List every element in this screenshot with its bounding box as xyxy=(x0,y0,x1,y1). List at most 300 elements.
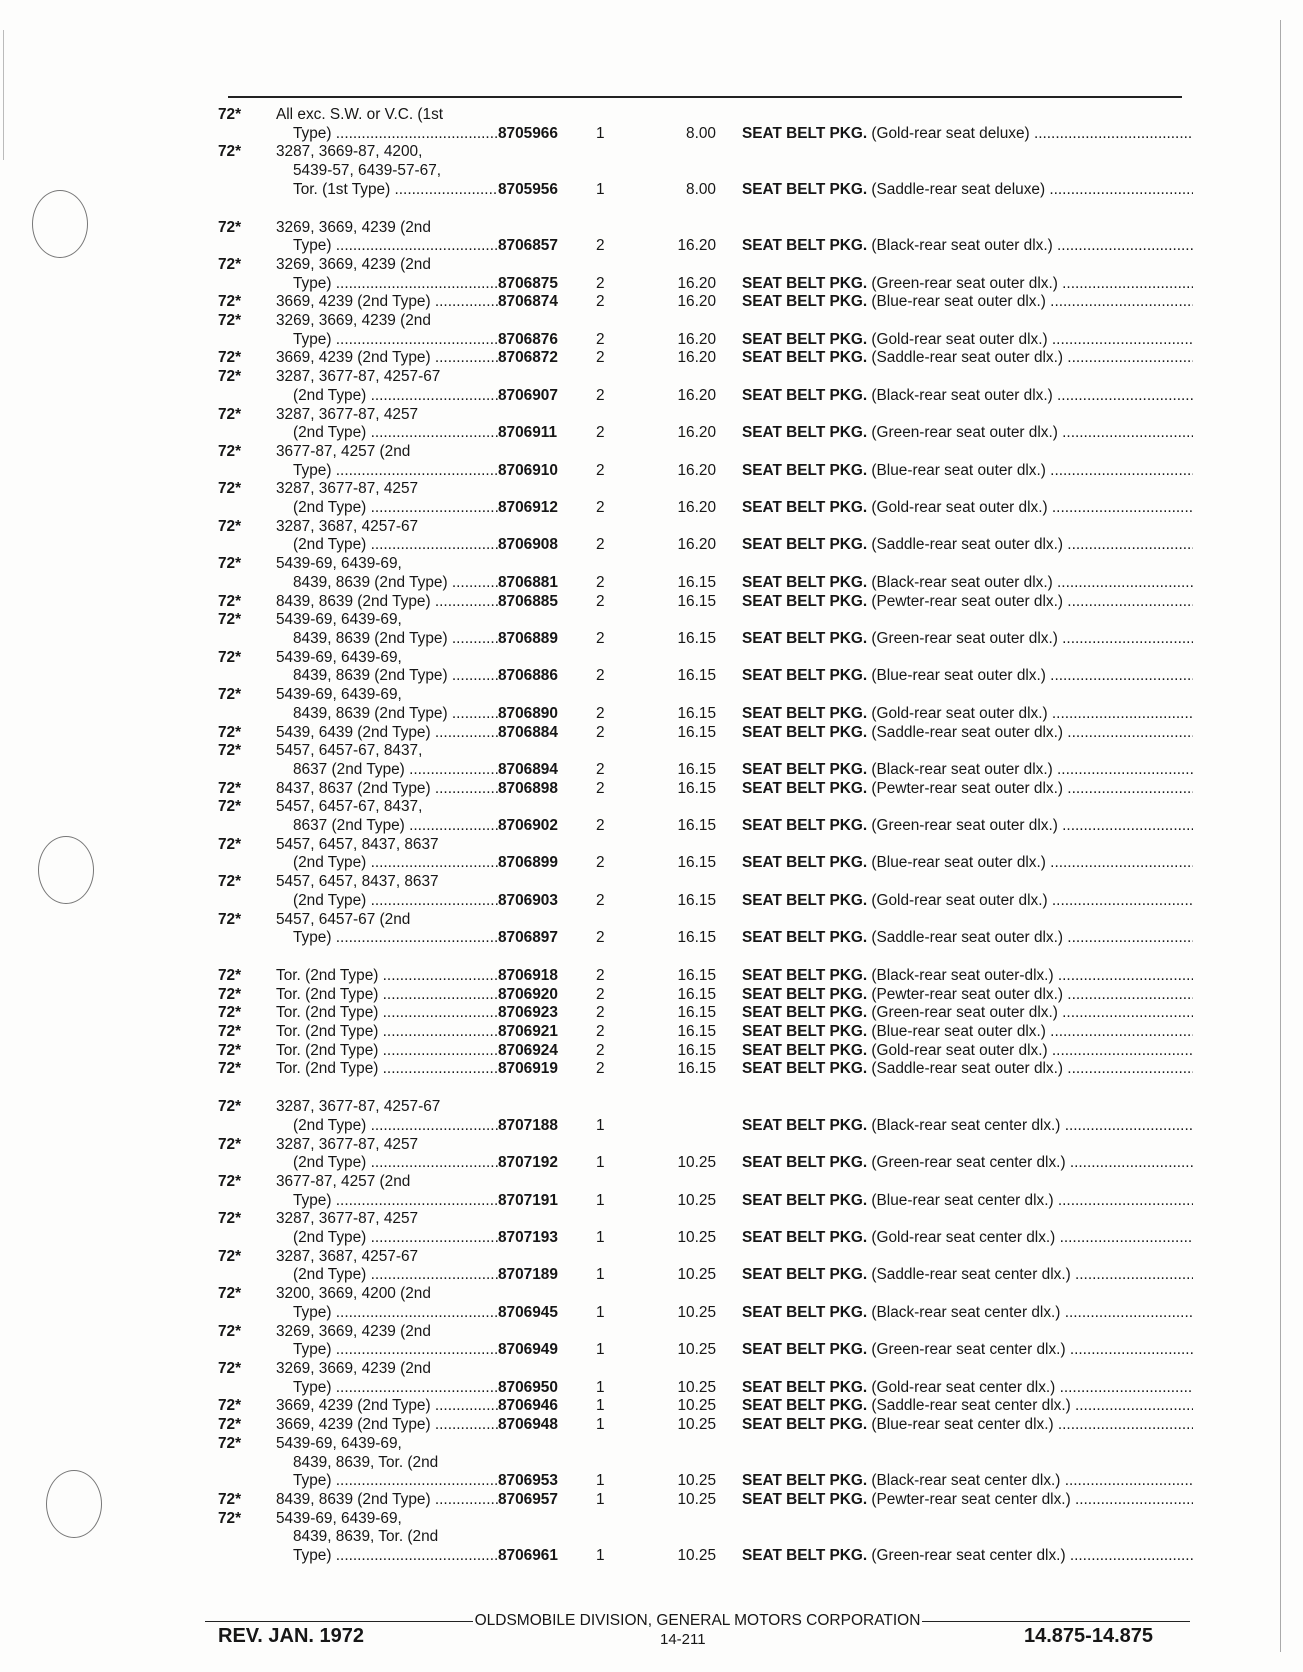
list-price: 16.15 xyxy=(677,573,716,591)
part-description: (Saddle-rear seat outer dlx.) ..... xyxy=(871,349,1193,366)
page-number: 14-211 xyxy=(660,1631,706,1648)
part-name: SEAT BELT PKG. xyxy=(742,1041,868,1059)
applicability-line: Tor. (2nd Type) ..... xyxy=(276,1023,498,1042)
model-applicability xyxy=(276,873,498,910)
quantity: 2 xyxy=(596,1004,605,1022)
model-year: 72* xyxy=(218,648,242,666)
applicability-line: Type) ..... xyxy=(276,1341,498,1360)
quantity: 1 xyxy=(596,1547,605,1565)
model-applicability xyxy=(276,724,498,743)
applicability-line: 5457, 6457-67, 8437, xyxy=(276,798,423,816)
catalog-entry xyxy=(218,1491,1193,1510)
applicability-line: 3677-87, 4257 (2nd xyxy=(276,442,411,460)
part-description: (Saddle-rear seat center dlx.) ..... xyxy=(871,1397,1193,1414)
list-price: 16.20 xyxy=(677,274,716,292)
list-price: 16.20 xyxy=(677,293,716,311)
applicability-line: 5457, 6457, 8437, 8637 xyxy=(276,835,439,853)
part-description: (Black-rear seat outer dlx.) ..... xyxy=(871,761,1193,778)
model-year: 72* xyxy=(218,1416,242,1434)
list-price: 10.25 xyxy=(677,1303,716,1321)
applicability-line: Tor. (2nd Type) ..... xyxy=(276,1004,498,1023)
applicability-line: 5457, 6457-67, 8437, xyxy=(276,742,423,760)
catalog-entry xyxy=(218,1060,1193,1079)
catalog-entry xyxy=(218,256,1193,293)
part-name: SEAT BELT PKG. xyxy=(742,704,868,722)
catalog-entry xyxy=(218,349,1193,368)
model-year: 72* xyxy=(218,798,242,816)
part-description: (Gold-rear seat outer dlx.) ..... xyxy=(871,331,1193,348)
part-number: 8706874 xyxy=(498,293,558,311)
model-applicability xyxy=(276,1248,498,1285)
part-name: SEAT BELT PKG. xyxy=(742,1191,868,1209)
catalog-entry xyxy=(218,873,1193,910)
model-applicability xyxy=(276,1510,498,1566)
applicability-line: 3269, 3669, 4239 (2nd xyxy=(276,255,431,273)
model-year: 72* xyxy=(218,1247,242,1265)
part-description: (Saddle-rear seat center dlx.) ..... xyxy=(871,1266,1193,1283)
applicability-line: 8437, 8637 (2nd Type) ..... xyxy=(276,780,498,799)
applicability-line: 5439-57, 6439-57-67, xyxy=(293,162,442,180)
part-number: 8706961 xyxy=(498,1547,558,1565)
catalog-entry xyxy=(218,312,1193,349)
model-applicability xyxy=(276,293,498,312)
model-year: 72* xyxy=(218,873,242,891)
model-year: 72* xyxy=(218,742,242,760)
part-number: 8706881 xyxy=(498,573,558,591)
catalog-entry xyxy=(218,219,1193,256)
catalog-entry xyxy=(218,593,1193,612)
model-year: 72* xyxy=(218,368,242,386)
part-number: 8706919 xyxy=(498,1060,558,1078)
part-number: 8706908 xyxy=(498,536,558,554)
catalog-entry xyxy=(218,1042,1193,1061)
quantity: 2 xyxy=(596,536,605,554)
list-price: 16.20 xyxy=(677,330,716,348)
applicability-line: 5457, 6457, 8437, 8637 xyxy=(276,873,439,891)
part-description: (Black-rear seat outer-dlx.) ..... xyxy=(871,967,1193,984)
catalog-entry xyxy=(218,724,1193,743)
model-applicability xyxy=(276,368,498,405)
part-name: SEAT BELT PKG. xyxy=(742,237,868,255)
model-applicability xyxy=(276,555,498,592)
model-applicability xyxy=(276,1042,498,1061)
model-applicability xyxy=(276,256,498,293)
applicability-line: 3669, 4239 (2nd Type) ..... xyxy=(276,293,498,312)
part-number: 8706876 xyxy=(498,330,558,348)
part-description: (Blue-rear seat outer dlx.) ..... xyxy=(871,1023,1193,1040)
part-description: (Green-rear seat outer dlx.) ..... xyxy=(871,1004,1193,1021)
model-applicability xyxy=(276,406,498,443)
part-description: (Green-rear seat center dlx.) ..... xyxy=(871,1341,1193,1358)
part-description: (Gold-rear seat outer dlx.) ..... xyxy=(871,892,1193,909)
quantity: 2 xyxy=(596,349,605,367)
quantity: 2 xyxy=(596,760,605,778)
model-year: 72* xyxy=(218,1360,242,1377)
part-name: SEAT BELT PKG. xyxy=(742,1378,868,1396)
part-number: 8706949 xyxy=(498,1341,558,1359)
quantity: 2 xyxy=(596,592,605,610)
part-name: SEAT BELT PKG. xyxy=(742,424,868,442)
catalog-entry xyxy=(218,1136,1193,1173)
list-price: 16.20 xyxy=(677,386,716,404)
revision-date: REV. JAN. 1972 xyxy=(218,1625,365,1647)
catalog-entry xyxy=(218,1248,1193,1285)
part-number: 8706875 xyxy=(498,274,558,292)
quantity: 1 xyxy=(596,1416,605,1434)
model-applicability xyxy=(276,1397,498,1416)
applicability-line: All exc. S.W. or V.C. (1st xyxy=(276,106,444,123)
catalog-entry xyxy=(218,1098,1193,1135)
quantity: 1 xyxy=(596,1397,605,1415)
applicability-line: 3269, 3669, 4239 (2nd xyxy=(276,1360,431,1377)
model-year: 72* xyxy=(218,1210,242,1228)
list-price: 16.15 xyxy=(677,854,716,872)
catalog-entry xyxy=(218,911,1193,948)
list-price: 10.25 xyxy=(677,1472,716,1490)
list-price: 10.25 xyxy=(677,1229,716,1247)
applicability-line: (2nd Type) ..... xyxy=(276,854,498,873)
applicability-line: Tor. (2nd Type) ..... xyxy=(276,967,498,986)
part-number: 8706902 xyxy=(498,817,558,835)
applicability-line: Type) ..... xyxy=(276,1304,498,1323)
part-description: (Saddle-rear seat outer dlx.) ..... xyxy=(871,536,1193,553)
model-applicability xyxy=(276,106,498,143)
model-year: 72* xyxy=(218,1397,242,1415)
model-applicability xyxy=(276,349,498,368)
catalog-entry xyxy=(218,780,1193,799)
model-applicability xyxy=(276,1060,498,1079)
model-year: 72* xyxy=(218,1098,242,1116)
list-price: 16.15 xyxy=(677,891,716,909)
catalog-entry xyxy=(218,1416,1193,1435)
applicability-line: (2nd Type) ..... xyxy=(276,424,498,443)
part-name: SEAT BELT PKG. xyxy=(742,1023,868,1041)
quantity: 2 xyxy=(596,293,605,311)
part-name: SEAT BELT PKG. xyxy=(742,1266,868,1284)
model-applicability xyxy=(276,1210,498,1247)
catalog-entry xyxy=(218,293,1193,312)
header-rule xyxy=(228,96,1182,98)
quantity: 2 xyxy=(596,1023,605,1041)
part-number: 8706953 xyxy=(498,1472,558,1490)
model-applicability xyxy=(276,219,498,256)
part-number: 8706911 xyxy=(498,424,558,442)
applicability-line: 5439-69, 6439-69, xyxy=(276,648,402,666)
applicability-line: 3287, 3677-87, 4257 xyxy=(276,480,419,498)
catalog-entry xyxy=(218,986,1193,1005)
model-year: 72* xyxy=(218,966,242,984)
part-name: SEAT BELT PKG. xyxy=(742,1397,868,1415)
quantity: 2 xyxy=(596,929,605,947)
part-name: SEAT BELT PKG. xyxy=(742,1004,868,1022)
applicability-line: 8637 (2nd Type) ..... xyxy=(276,761,498,780)
part-name: SEAT BELT PKG. xyxy=(742,1116,868,1134)
part-number: 8706948 xyxy=(498,1416,558,1434)
part-description: (Pewter-rear seat outer dlx.) ..... xyxy=(871,986,1193,1003)
model-year: 72* xyxy=(218,985,242,1003)
part-name: SEAT BELT PKG. xyxy=(742,1547,868,1565)
applicability-line: 5439-69, 6439-69, xyxy=(276,611,402,629)
part-number: 8706894 xyxy=(498,760,558,778)
model-applicability xyxy=(276,312,498,349)
applicability-line: Type) ..... xyxy=(276,237,498,256)
applicability-line: Type) ..... xyxy=(276,331,498,350)
applicability-line: Type) ..... xyxy=(276,1379,498,1398)
quantity: 2 xyxy=(596,817,605,835)
applicability-line: (2nd Type) ..... xyxy=(276,1266,498,1285)
part-description: (Black-rear seat outer dlx.) ..... xyxy=(871,387,1193,404)
model-year: 72* xyxy=(218,480,242,498)
section-number: 14.875-14.875 xyxy=(1024,1625,1154,1647)
quantity: 2 xyxy=(596,985,605,1003)
quantity: 2 xyxy=(596,779,605,797)
part-number: 8706890 xyxy=(498,704,558,722)
applicability-line: 3287, 3687, 4257-67 xyxy=(276,1247,419,1265)
part-description: (Green-rear seat outer dlx.) ..... xyxy=(871,817,1193,834)
quantity: 1 xyxy=(596,1116,605,1134)
applicability-line: 8439, 8639 (2nd Type) ..... xyxy=(276,1491,498,1510)
catalog-entry xyxy=(218,1023,1193,1042)
part-number: 8706918 xyxy=(498,966,558,984)
part-number: 8707192 xyxy=(498,1154,558,1172)
applicability-line: 5439-69, 6439-69, xyxy=(276,686,402,704)
part-description: (Gold-rear seat outer dlx.) ..... xyxy=(871,705,1193,722)
applicability-line: 3287, 3677-87, 4257-67 xyxy=(276,368,441,386)
catalog-entry xyxy=(218,1510,1193,1566)
applicability-line: (2nd Type) ..... xyxy=(276,1154,498,1173)
binder-hole-bottom xyxy=(46,1470,102,1538)
model-applicability xyxy=(276,143,498,199)
part-description: (Green-rear seat center dlx.) ..... xyxy=(871,1547,1193,1564)
part-name: SEAT BELT PKG. xyxy=(742,1060,868,1078)
quantity: 2 xyxy=(596,704,605,722)
part-number: 8706907 xyxy=(498,386,558,404)
model-year: 72* xyxy=(218,835,242,853)
part-number: 8706910 xyxy=(498,461,558,479)
part-description: (Black-rear seat center dlx.) ..... xyxy=(871,1472,1193,1489)
model-applicability xyxy=(276,1491,498,1510)
catalog-entry xyxy=(218,1323,1193,1360)
part-description: (Black-rear seat center dlx.) ..... xyxy=(871,1117,1193,1134)
model-year: 72* xyxy=(218,1135,242,1153)
part-name: SEAT BELT PKG. xyxy=(742,966,868,984)
quantity: 1 xyxy=(596,180,605,198)
catalog-entry xyxy=(218,649,1193,686)
quantity: 1 xyxy=(596,1229,605,1247)
part-description: (Green-rear seat outer dlx.) ..... xyxy=(871,424,1193,441)
applicability-line: Type) ..... xyxy=(276,462,498,481)
catalog-entry xyxy=(218,798,1193,835)
model-applicability xyxy=(276,686,498,723)
quantity: 2 xyxy=(596,386,605,404)
binder-hole-middle xyxy=(38,836,94,904)
part-name: SEAT BELT PKG. xyxy=(742,536,868,554)
model-year: 72* xyxy=(218,1509,242,1527)
model-applicability xyxy=(276,443,498,480)
part-number: 8706872 xyxy=(498,349,558,367)
quantity: 2 xyxy=(596,854,605,872)
part-description: (Black-rear seat outer dlx.) ..... xyxy=(871,237,1193,254)
applicability-line: 3287, 3677-87, 4257-67 xyxy=(276,1098,441,1116)
list-price: 16.20 xyxy=(677,461,716,479)
model-year: 72* xyxy=(218,1490,242,1508)
part-description: (Black-rear seat outer dlx.) ..... xyxy=(871,574,1193,591)
model-year: 72* xyxy=(218,312,242,330)
quantity: 1 xyxy=(596,1378,605,1396)
applicability-line: 8439, 8639 (2nd Type) ..... xyxy=(276,667,498,686)
applicability-line: 3287, 3677-87, 4257 xyxy=(276,405,419,423)
model-year: 72* xyxy=(218,1434,242,1452)
applicability-line: (2nd Type) ..... xyxy=(276,499,498,518)
binder-hole-top xyxy=(32,190,88,258)
part-description: (Gold-rear seat center dlx.) ..... xyxy=(871,1379,1193,1396)
part-number: 8706898 xyxy=(498,779,558,797)
part-number: 8706903 xyxy=(498,891,558,909)
part-description: (Blue-rear seat center dlx.) ..... xyxy=(871,1416,1193,1433)
part-number: 8706950 xyxy=(498,1378,558,1396)
list-price: 16.15 xyxy=(677,1023,716,1041)
list-price: 10.25 xyxy=(677,1416,716,1434)
catalog-entry xyxy=(218,836,1193,873)
part-number: 8707189 xyxy=(498,1266,558,1284)
applicability-line: (2nd Type) ..... xyxy=(276,1117,498,1136)
quantity: 1 xyxy=(596,124,605,142)
part-name: SEAT BELT PKG. xyxy=(742,274,868,292)
catalog-entry xyxy=(218,1360,1193,1397)
list-price: 16.15 xyxy=(677,629,716,647)
page-edge-left xyxy=(3,30,4,160)
catalog-entry xyxy=(218,368,1193,405)
model-applicability xyxy=(276,1098,498,1135)
part-name: SEAT BELT PKG. xyxy=(742,1341,868,1359)
catalog-entry xyxy=(218,742,1193,779)
part-name: SEAT BELT PKG. xyxy=(742,1303,868,1321)
part-number: 8706920 xyxy=(498,985,558,1003)
list-price: 16.15 xyxy=(677,1041,716,1059)
catalog-entry xyxy=(218,443,1193,480)
list-price: 16.20 xyxy=(677,349,716,367)
catalog-entry xyxy=(218,1285,1193,1322)
catalog-entry xyxy=(218,1173,1193,1210)
catalog-entry xyxy=(218,1004,1193,1023)
part-description: (Green-rear seat center dlx.) ..... xyxy=(871,1154,1193,1171)
model-year: 72* xyxy=(218,1023,242,1041)
model-year: 72* xyxy=(218,1004,242,1022)
model-year: 72* xyxy=(218,592,242,610)
part-number: 8706912 xyxy=(498,499,558,517)
model-year: 72* xyxy=(218,218,242,236)
applicability-line: (2nd Type) ..... xyxy=(276,1229,498,1248)
quantity: 2 xyxy=(596,274,605,292)
quantity: 2 xyxy=(596,891,605,909)
part-number: 8706857 xyxy=(498,237,558,255)
applicability-line: 3287, 3687, 4257-67 xyxy=(276,517,419,535)
model-applicability xyxy=(276,1416,498,1435)
model-applicability xyxy=(276,1023,498,1042)
part-name: SEAT BELT PKG. xyxy=(742,330,868,348)
list-price: 16.15 xyxy=(677,704,716,722)
model-applicability xyxy=(276,911,498,948)
model-year: 72* xyxy=(218,349,242,367)
catalog-entry xyxy=(218,518,1193,555)
model-applicability xyxy=(276,1173,498,1210)
part-name: SEAT BELT PKG. xyxy=(742,854,868,872)
catalog-entry xyxy=(218,406,1193,443)
list-price: 16.20 xyxy=(677,499,716,517)
applicability-line: Tor. (2nd Type) ..... xyxy=(276,1042,498,1061)
part-description: (Gold-rear seat outer dlx.) ..... xyxy=(871,499,1193,516)
model-applicability xyxy=(276,1323,498,1360)
applicability-line: 3269, 3669, 4239 (2nd xyxy=(276,218,431,236)
list-price: 16.15 xyxy=(677,985,716,1003)
applicability-line: 3269, 3669, 4239 (2nd xyxy=(276,1322,431,1340)
quantity: 2 xyxy=(596,573,605,591)
footer-rule-right xyxy=(922,1621,1190,1622)
quantity: 1 xyxy=(596,1266,605,1284)
catalog-entry xyxy=(218,1435,1193,1491)
list-price: 10.25 xyxy=(677,1266,716,1284)
list-price: 16.15 xyxy=(677,779,716,797)
part-name: SEAT BELT PKG. xyxy=(742,629,868,647)
list-price: 10.25 xyxy=(677,1378,716,1396)
model-year: 72* xyxy=(218,555,242,573)
applicability-line: 3669, 4239 (2nd Type) ..... xyxy=(276,349,498,368)
model-year: 72* xyxy=(218,143,242,161)
part-name: SEAT BELT PKG. xyxy=(742,667,868,685)
part-name: SEAT BELT PKG. xyxy=(742,1472,868,1490)
model-year: 72* xyxy=(218,1172,242,1190)
part-description: (Saddle-rear seat deluxe) ..... xyxy=(871,181,1193,198)
part-description: (Pewter-rear seat outer dlx.) ..... xyxy=(871,593,1193,610)
model-year: 72* xyxy=(218,611,242,629)
list-price: 16.15 xyxy=(677,966,716,984)
list-price: 16.15 xyxy=(677,1004,716,1022)
part-name: SEAT BELT PKG. xyxy=(742,723,868,741)
model-year: 72* xyxy=(218,779,242,797)
part-name: SEAT BELT PKG. xyxy=(742,1490,868,1508)
quantity: 2 xyxy=(596,424,605,442)
quantity: 2 xyxy=(596,966,605,984)
part-number: 8706957 xyxy=(498,1490,558,1508)
catalog-entry xyxy=(218,143,1193,199)
part-name: SEAT BELT PKG. xyxy=(742,499,868,517)
quantity: 2 xyxy=(596,461,605,479)
part-description: (Blue-rear seat outer dlx.) ..... xyxy=(871,854,1193,871)
quantity: 1 xyxy=(596,1191,605,1209)
part-name: SEAT BELT PKG. xyxy=(742,573,868,591)
part-description: (Blue-rear seat center dlx.) ..... xyxy=(871,1192,1193,1209)
list-price: 16.15 xyxy=(677,723,716,741)
part-number: 8706889 xyxy=(498,629,558,647)
part-number: 8705966 xyxy=(498,124,558,142)
list-price: 16.15 xyxy=(677,929,716,947)
applicability-line: 8637 (2nd Type) ..... xyxy=(276,817,498,836)
model-applicability xyxy=(276,611,498,648)
model-year: 72* xyxy=(218,723,242,741)
list-price: 10.25 xyxy=(677,1341,716,1359)
quantity: 1 xyxy=(596,1154,605,1172)
part-name: SEAT BELT PKG. xyxy=(742,349,868,367)
part-description: (Gold-rear seat outer dlx.) ..... xyxy=(871,1042,1193,1059)
applicability-line: Tor. (2nd Type) ..... xyxy=(276,986,498,1005)
catalog-entry xyxy=(218,611,1193,648)
list-price: 10.25 xyxy=(677,1397,716,1415)
list-price: 16.15 xyxy=(677,592,716,610)
model-year: 72* xyxy=(218,1041,242,1059)
model-year: 72* xyxy=(218,106,242,123)
list-price: 16.20 xyxy=(677,237,716,255)
model-year: 72* xyxy=(218,255,242,273)
